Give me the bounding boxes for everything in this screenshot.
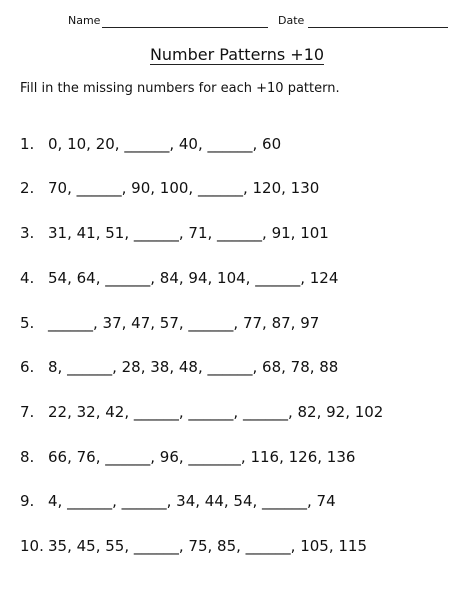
page-title-text: Number Patterns +10: [149, 45, 325, 64]
problem-sequence: 31, 41, 51, ______, 71, ______, 91, 101: [48, 224, 329, 242]
date-field-line[interactable]: [308, 27, 448, 28]
problem-sequence: ______, 37, 47, 57, ______, 77, 87, 97: [48, 314, 320, 332]
problem-4: [20, 268, 338, 288]
problem-9: [20, 491, 336, 511]
problem-1: [20, 134, 281, 154]
problem-number: 5.: [20, 314, 35, 332]
name-label: Name: [68, 14, 101, 27]
problem-number: 10.: [20, 537, 44, 555]
problem-8: [20, 447, 355, 467]
page-title: [0, 44, 474, 66]
problem-number: 1.: [20, 135, 35, 153]
problem-sequence: 22, 32, 42, ______, ______, ______, 82, 92, 102: [48, 403, 384, 421]
problem-sequence: 4, ______, ______, 34, 44, 54, ______, 74: [48, 492, 336, 510]
problem-sequence: 70, ______, 90, 100, ______, 120, 130: [48, 179, 320, 197]
problem-3: [20, 223, 329, 243]
problem-number: 4.: [20, 269, 35, 287]
header-row: [0, 12, 474, 32]
problem-number: 9.: [20, 492, 35, 510]
instructions: Fill in the missing numbers for each +10 pattern.: [20, 81, 340, 96]
problem-7: [20, 402, 383, 422]
problem-5: [20, 313, 319, 333]
problem-number: 6.: [20, 358, 35, 376]
problem-sequence: 8, ______, 28, 38, 48, ______, 68, 78, 88: [48, 358, 339, 376]
problem-number: 7.: [20, 403, 35, 421]
problem-sequence: 66, 76, ______, 96, _______, 116, 126, 136: [48, 448, 356, 466]
problem-2: [20, 178, 319, 198]
problem-sequence: 54, 64, ______, 84, 94, 104, ______, 124: [48, 269, 339, 287]
date-label: Date: [278, 14, 305, 27]
problem-10: [20, 536, 367, 556]
problem-sequence: 0, 10, 20, ______, 40, ______, 60: [48, 135, 282, 153]
problem-number: 3.: [20, 224, 35, 242]
name-field-line[interactable]: [102, 27, 268, 28]
problem-6: [20, 357, 338, 377]
problem-number: 8.: [20, 448, 35, 466]
problem-sequence: 35, 45, 55, ______, 75, 85, ______, 105, 115: [48, 537, 367, 555]
problem-number: 2.: [20, 179, 35, 197]
